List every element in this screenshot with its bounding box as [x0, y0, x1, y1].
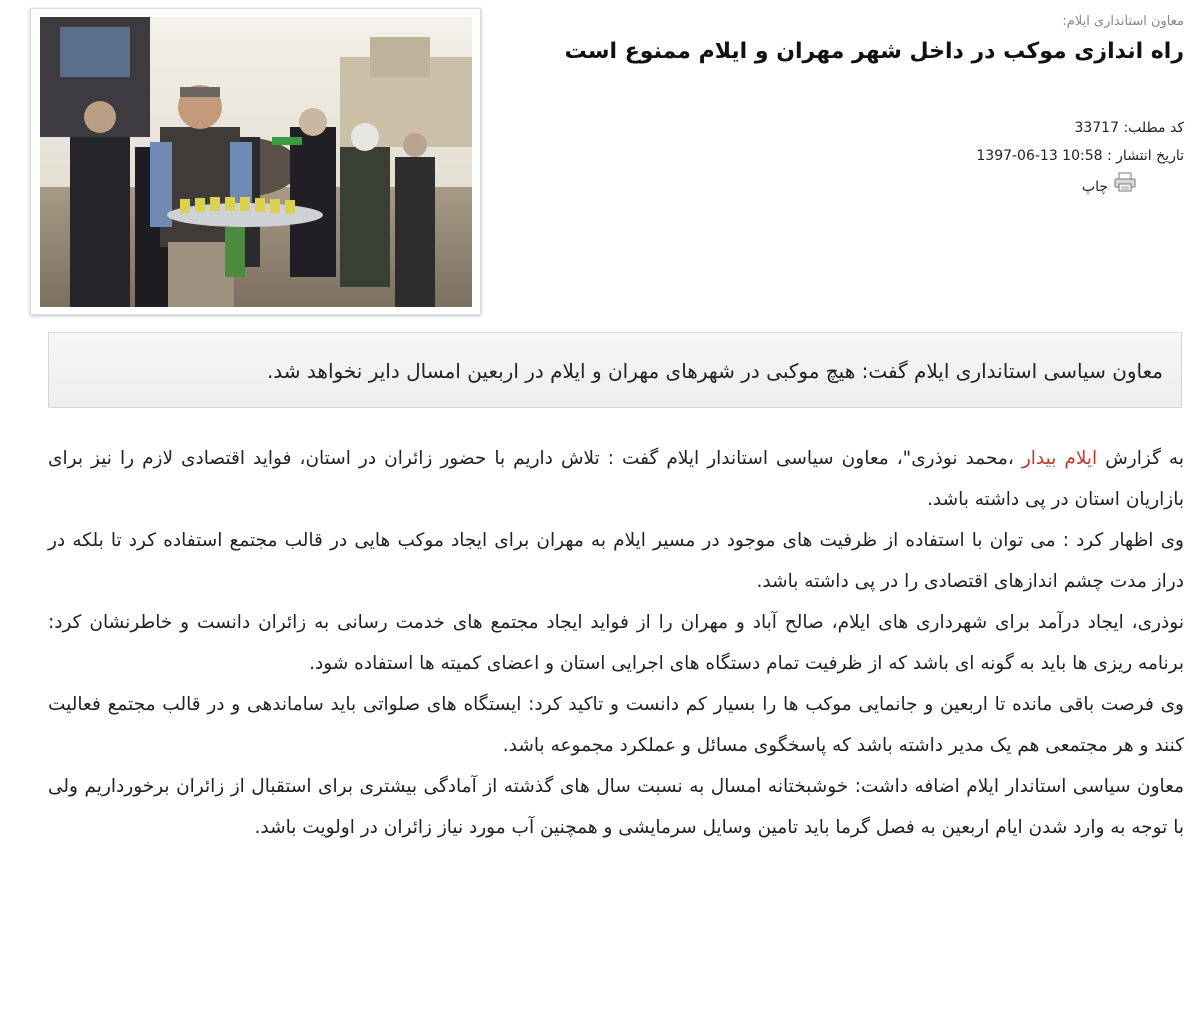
print-button[interactable]: [1082, 172, 1136, 202]
article-date-label: تاریخ انتشار :: [1107, 148, 1184, 164]
article-photo-frame: [30, 8, 481, 315]
article-meta: [504, 114, 1184, 202]
paragraph-1-intro: به گزارش: [1097, 448, 1184, 469]
article-subhead: معاون استانداری ایلام:: [1062, 14, 1184, 29]
article-date: [504, 142, 1184, 170]
source-link[interactable]: ایلام بیدار: [1021, 448, 1098, 469]
print-label: چاپ: [1081, 179, 1108, 195]
article-photo: [40, 17, 472, 307]
paragraph-1-text: ،محمد نوذری"، معاون سیاسی استاندار ایلام گفت : تلاش داریم با حضور زائران در استان، فواید اقتصادی لازم را نیز برای بازاریان استان در پی داشته باشد.: [48, 448, 1184, 510]
article-code-value: 33717: [1074, 120, 1119, 136]
article-paragraph-5: معاون سیاسی استاندار ایلام اضافه داشت: خوشبختانه امسال به نسبت سال های گذشته از آمادگی بیشتری برای استقبال از زائران برخورداریم ولی با توجه به وارد شدن ایام اربعین به فصل گرما باید تامین وسایل سرمایشی و همچنین آب مورد نیاز زائران در اولویت باشد.: [48, 776, 1184, 838]
article-paragraph-4: وی فرصت باقی مانده تا اربعین و جانمایی موکب ها را بسیار کم دانست و تاکید کرد: ایستگاه های صلواتی باید ساماندهی و در قالب مجتمع فعالیت کنند و هر مجتمعی هم یک مدیر داشته باشد که پاسخگوی مسائل و عملکرد مجموعه باشد.: [48, 694, 1184, 756]
article-title: راه اندازی موکب در داخل شهر مهران و ایلام ممنوع است: [564, 39, 1184, 64]
article-header: [504, 12, 1184, 202]
article-code: [504, 114, 1184, 142]
print-icon: [1114, 172, 1136, 202]
article-paragraph-2: وی اظهار کرد : می توان با استفاده از ظرفیت های موجود در مسیر ایلام به مهران برای ایجاد موکب هایی در قالب مجتمع استفاده کرد تا بلکه در دراز مدت چشم اندازهای اقتصادی را در پی داشته باشد.: [48, 530, 1184, 592]
article-code-label: کد مطلب:: [1123, 120, 1184, 136]
article-paragraph-3: نوذری، ایجاد درآمد برای شهرداری های ایلام، صالح آباد و مهران را از فواید ایجاد مجتمع های خدمت رسانی به زائران دانست و خاطرنشان کرد: برنامه ریزی ها باید به گونه ای باشد که از ظرفیت تمام دستگاه های اجرایی استان و اعضای کمیته ها استفاده شود.: [48, 612, 1184, 674]
article-paragraph-1: [48, 438, 1184, 520]
article-lead: معاون سیاسی استانداری ایلام گفت: هیچ موکبی در شهرهای مهران و ایلام در اربعین امسال دایر نخواهد شد.: [48, 332, 1182, 408]
article-date-value: 1397-06-13 10:58: [976, 148, 1103, 164]
article-body: [48, 438, 1184, 848]
